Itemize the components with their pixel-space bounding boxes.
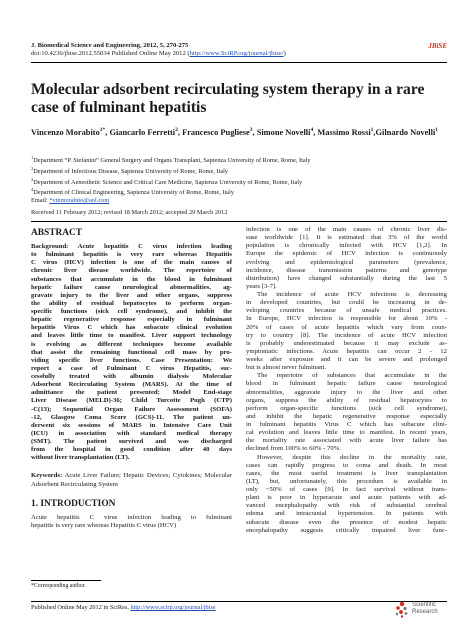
author-name: Vincenzo Morabito [31,127,100,137]
body-paragraph [246,372,447,453]
author-separator: , [313,127,318,137]
affiliation-text: Department of Clinical Engineering, Sapienza University of Rome, Rome, Italy [33,189,234,197]
author-affiliation-mark: 1 [435,127,439,133]
affiliation-text: Department of Aenesthetic Science and Critical Care Medicine, Sapienza University of Rome, Rome, Italy [33,178,303,186]
author-name: Giancarlo Ferretti [109,127,176,137]
abstract-line: report a case of Fulminant C virus Hepatitis, suc- [31,364,232,372]
author-separator: , [105,127,110,137]
journal-citation: J. Biomedical Science and Engineering, 2012, 5, 270-275 [31,42,189,49]
doi-text: doi:10.4236/jbise.2012.55034 Published Online May 2012 ( [31,50,190,57]
abstract-line: viding specific liver functions. Case Presentation: We [31,356,232,364]
doi-suffix: ) [283,50,286,57]
abstract-line: chronic liver disease worldwide. The repertoire of [31,267,232,275]
body-line: 20% of cases of acute hepatitis which vary from coun- [246,323,447,331]
logo-line-2: Research [412,609,438,615]
body-line: subacute disease even the presence of modest hepatic [246,518,447,526]
body-line: in fulminant hepatitis Virus C which has subacute clini- [246,421,447,428]
email-label: Email: [31,197,50,205]
author-affiliation-mark: 2 [175,127,178,133]
logo-dots-icon [394,601,410,619]
body-line: cases can rapidly progress to coma and death. In most [246,461,447,469]
abstract-line: substances that accumulate in the blood in fulminant [31,275,232,283]
author-affiliation-mark: 1 [370,127,374,133]
author-name: Francesco Pugliese [182,127,250,137]
abstract-line: Adsorbent Recirculating System (MARS). At the time of [31,381,232,389]
body-line: However, despite this decline in the mortality rate, [257,453,447,461]
body-line: perform organ-specific functions (sick cell syndrome), [246,404,447,412]
affiliation-number: 4 [31,187,34,193]
keywords [31,472,232,488]
author-list [31,125,447,138]
abstract-line: Background: Acute hepatitis C virus infection leading [31,243,232,250]
received-dates: Received 11 February 2012; revised 18 March 2012; accepted 29 March 2012 [31,209,228,216]
body-line: encephalopathy suggests critically impaired liver func- [246,526,447,534]
body-line: vanced encephalopathy with risk of substantial cerebral [246,502,447,510]
corresponding-author-note: *Corresponding author. [31,583,86,589]
abstract-line: C virus (HCV) infection is one of the main causes of [31,259,232,267]
author-separator: , [373,127,376,137]
body-line: plant is poor in hyperacute and acute patients with ad- [246,494,447,502]
abstract-line: the ability of residual hepatocytes to perform organ- [31,299,232,307]
body-line: cal evolution and leaves little time to manifest. In recent years, [246,429,447,437]
author-affiliation-mark: 1* [99,127,106,133]
logo-line-1: Scientific [412,602,437,608]
introduction-heading: 1. INTRODUCTION [31,498,116,509]
abstract-line: without liver transplantation (LT). [31,454,130,462]
author-name: Massimo Rossi [317,127,371,137]
body-line: The incidence of acute HCV infections is decreasing [257,291,447,298]
body-line: weeks after exposure and it can be severe and prolonged [246,356,447,363]
abstract-body [31,243,232,462]
affiliation-number: 3 [31,176,34,182]
body-paragraph [246,291,447,372]
body-line: declined from 100% to 60% - 70%. [246,445,341,453]
body-line: blood in fulminant hepatic failure cause neurological [246,380,447,388]
affiliation-number: 1 [31,155,34,160]
affiliation-text: Department “P. Stefanini” General Surgery and Organs Transplant, Sapienza University of Rome, Rome, Italy [33,157,311,165]
journal-header [31,42,447,58]
author-affiliation-mark: 3 [249,127,253,133]
abstract-line: hepatitis Virus C which has subacute clinical evolution [31,324,232,332]
affiliation-number: 2 [31,165,34,171]
body-line: In Europe, HCV infection is responsible for about 10% - [246,315,447,323]
author-separator: , [252,127,257,137]
author-affiliation-mark: 4 [310,127,314,133]
body-line: abnormalities, aggravate injury to the liver and other [246,388,447,396]
footer-divider [31,601,447,602]
email-line [31,197,447,205]
abstract-line: admittance the patient presented: Model End-stage [31,389,232,397]
affiliation-item [31,165,447,176]
affiliation-item [31,176,447,187]
abstract-line: and leaves little time to manifest. Liver support technology [31,332,232,340]
introduction-continued [246,226,447,535]
body-line: The repertoire of substances that accumulate in the [257,372,447,380]
author-separator: , [177,127,183,137]
body-line: (LT), but, unfortunately, this procedure is available in [246,477,447,485]
email-link[interactable]: *vinmorabito@aol.com [49,197,110,205]
abstract-line: derwent six sessions of MARS in Intensive Care Unit [31,421,232,429]
section-divider [31,221,447,222]
author-name: Simone Novelli [256,127,311,137]
body-line: incidence, disease transmission patterns and genotype [246,266,447,274]
body-line: but is almost never fulminant. [246,364,327,372]
body-line: ease worldwide [1]. It is estimated that 3% of the world [246,234,447,242]
affiliation-item [31,186,447,197]
abstract-line: hepatic failure cause neurological abnormalities, ag- [31,283,232,291]
affiliation-list [31,154,447,197]
abstract-line: that assist the remaining functional cell mass by pro- [31,348,232,356]
body-line: infection is one of the main causes of chronic liver dis- [246,226,447,233]
affiliation-item [31,154,447,165]
footnote-divider [31,580,101,581]
abstract-line: -C(13); Sequential Organ Failure Assessment (SOFA) [31,405,232,413]
abstract-line: to fulminant hepatitis is very rare whereas Hepatitis [31,251,232,259]
footer-journal-link[interactable]: http://www.scirp.org/journal/jbise [130,604,216,611]
abstract-line: cessfully treated with albumin dialysis Molecular [31,373,232,380]
body-line: cases, the most useful treatment is liver transplantation [246,469,447,477]
abstract-line: -12, Glasgow Coma Score (GCS)-11. The patient un- [31,413,232,421]
body-line: ymptomatic infections. Acute hepatitis can occur 2 - 12 [246,347,447,355]
abstract-line: hepatic regenerative response especially in fulminant [31,316,232,324]
body-paragraph [246,454,447,535]
body-line: evolving and epidemiological parameters (prevalence, [246,258,447,266]
abstract-line: (ICU) in association with standard medical therapy [31,429,232,437]
abstract-line: is evolving as different techniques become available [31,340,232,348]
abstract-heading: ABSTRACT [31,228,83,238]
abstract-line: gravate injury to the liver and other organs, suppress [31,291,232,299]
journal-link[interactable]: http://www.SciRP.org/journal/jbise/ [189,50,284,57]
body-line: distribution) have changed substantially during the last 5 [246,274,447,282]
body-line: only ~50% of cases [9]. In fact survival without trans- [246,486,447,493]
footer-publication [31,604,216,611]
introduction-line: hepatitis is very rare whereas Hepatitis C virus (HCV) [31,521,177,529]
body-paragraph [246,226,447,291]
body-line: and inhibit the hepatic regenerative response especially [246,412,447,420]
keywords-label: Keywords: [31,472,63,480]
article-title: Molecular adsorbent recirculating system therapy in a rare case of fulminant hepatitis [31,81,425,116]
abstract-line: specific functions (sick cell syndrome), and inhibit the [31,308,232,315]
abstract-line: (SMT). The patient survived and was discharged [31,438,232,445]
body-line: population is chronically infected with HCV [1,2]. In [246,242,447,250]
introduction-body [31,514,232,530]
doi-line [31,50,447,58]
body-line: try to country [8]. The incidence of acute HCV infection [246,331,447,339]
body-line: the mortality rate associated with acute liver failure has [246,437,447,445]
left-column [31,226,232,530]
right-column [246,226,447,535]
journal-brand: JBiSE [428,42,447,50]
introduction-line: Acute hepatitis C virus infection leading to fulminant [31,513,232,521]
keywords-text: Acute Liver Failure; Hepatic Devices; Cytokines; Molecular Adsorbent Recirculating System [31,472,232,488]
affiliations [31,154,447,205]
author-name: Gilnardo Novelli [375,127,436,137]
affiliation-text: Department of Infectious Disease, Sapienza University of Rome, Rome, Italy [33,167,229,175]
body-line: in developed countries, but could be increasing in de- [246,299,447,307]
abstract-line: from the hospital in good condition after 40 days [31,446,232,454]
logo-text [412,602,438,616]
body-line: edema and intracranial hypertension. In patients with [246,510,447,518]
body-line: is probably underestimated because it may exclude as- [246,339,447,347]
footer-text: Published Online May 2012 in SciRes. [31,604,131,611]
body-line: Europe the epidemic of HCV infection is continuously [246,250,447,258]
body-line: organs, suppress the ability of residual hepatocytes to [246,396,447,404]
body-line: years [3-7]. [246,282,277,290]
scientific-research-logo [394,599,450,621]
body-line: veloping countries because of unsafe medical practices. [246,307,447,315]
header-divider [31,62,447,63]
abstract-line: Liver Disease (MELD)-36; Child Turcotte Pugh (CTP) [31,397,232,405]
